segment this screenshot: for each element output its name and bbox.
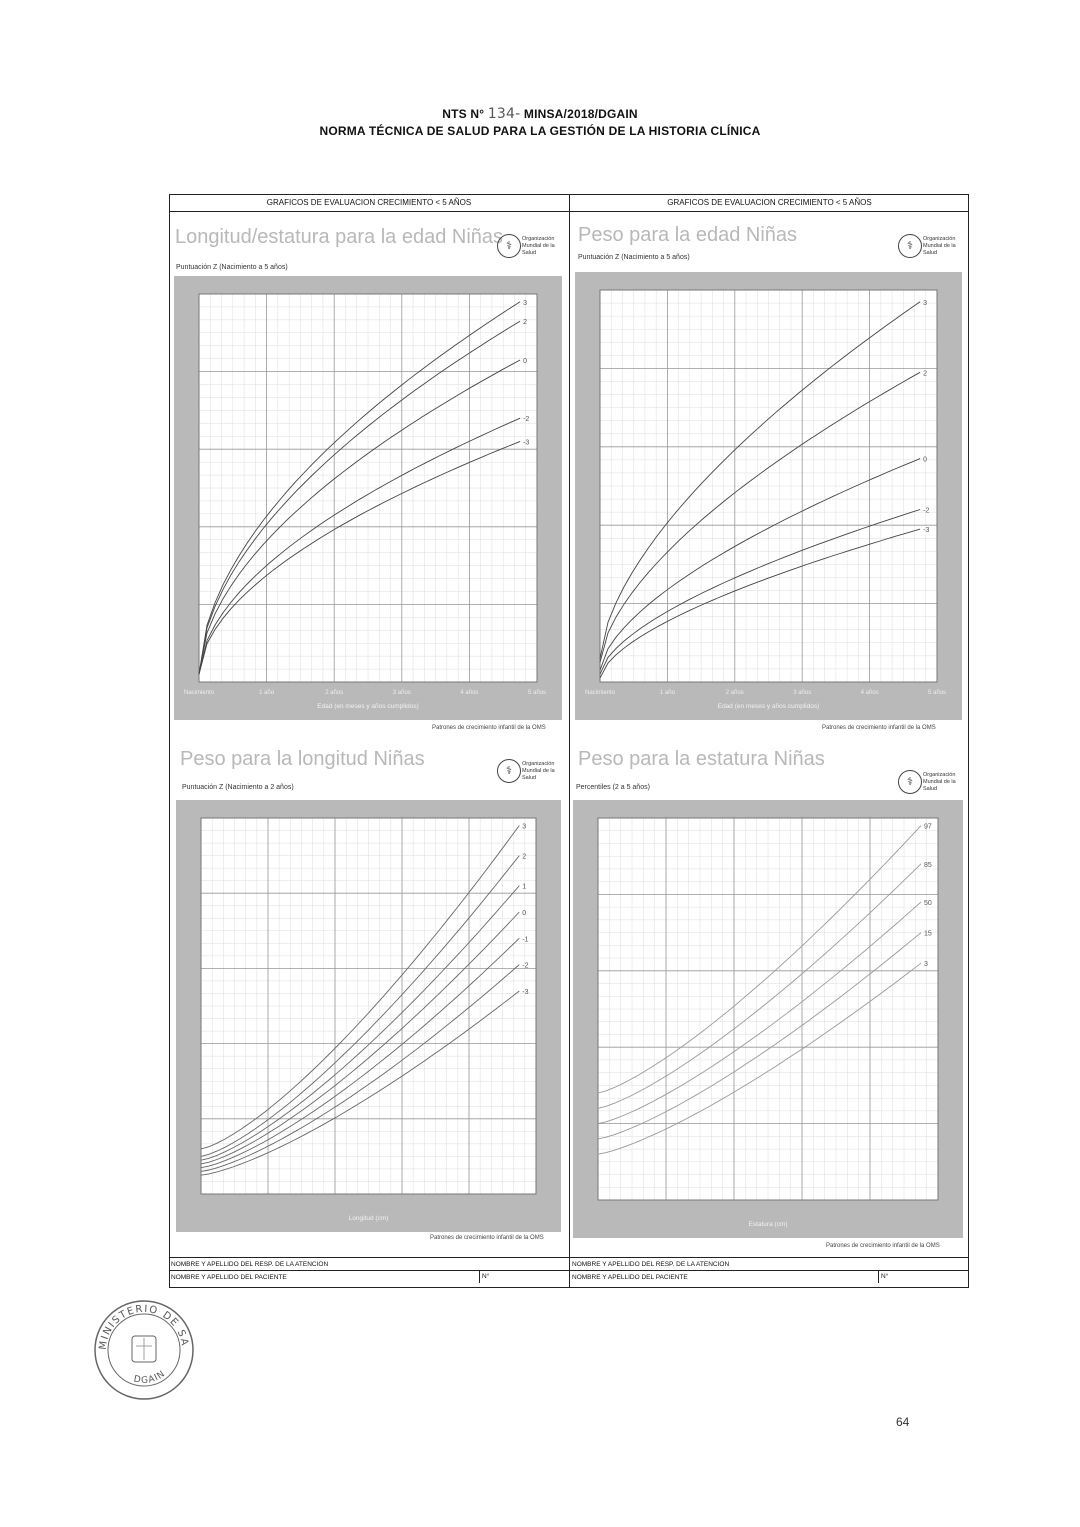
panel-subtitle-weight-height: Percentiles (2 a 5 años) <box>576 784 650 791</box>
who-logo: ⚕ Organización Mundial de la Salud <box>497 757 557 787</box>
curve-label: 50 <box>924 900 932 908</box>
seal-icon <box>92 1298 196 1402</box>
x-axis-label: Estatura (cm) <box>748 1221 788 1228</box>
who-logo: ⚕ Organización Mundial de la Salud <box>898 768 958 798</box>
curve-label: 3 <box>923 299 928 307</box>
page-number: 64 <box>896 1415 910 1429</box>
x-tick-label: 4 años <box>860 690 879 696</box>
chart-length-for-age <box>174 276 562 720</box>
x-axis-label: Edad (en meses y años cumplidos) <box>317 703 419 710</box>
column-heading-right: GRAFICOS DE EVALUACION CRECIMIENTO < 5 AÑOS <box>570 194 969 212</box>
panel-subtitle-weight-length: Puntuación Z (Nacimiento a 2 años) <box>182 784 294 791</box>
panel-title-length-age: Longitud/estatura para la edad Niñas <box>175 226 504 248</box>
x-tick-label: 4 años <box>460 690 479 696</box>
who-emblem-icon: ⚕ <box>898 770 922 794</box>
x-axis-label: Edad (en meses y años cumplidos) <box>717 703 820 710</box>
who-logo: ⚕ Organización Mundial de la Salud <box>898 232 958 262</box>
curve-label: 3 <box>924 961 928 969</box>
curve-label: 3 <box>523 299 528 307</box>
column-divider <box>569 194 570 1288</box>
curve-label: 0 <box>522 910 527 917</box>
curve-label: 1 <box>522 883 527 891</box>
responsible-field-right[interactable]: NOMBRE Y APELLIDO DEL RESP. DE LA ATENCION <box>570 1257 969 1270</box>
code-prefix: NTS N° <box>442 107 485 121</box>
x-tick-label: Nacimiento <box>584 690 616 696</box>
who-logo: ⚕ Organización Mundial de la Salud <box>497 232 557 262</box>
x-tick-label: 2 años <box>325 690 344 696</box>
number-field-right[interactable]: N° <box>878 1270 969 1283</box>
curve-label: 0 <box>923 456 928 464</box>
panel-title-weight-height: Peso para la estatura Niñas <box>578 748 825 770</box>
footnote-weight-age: Patrones de crecimiento infantil de la OMS <box>822 725 936 731</box>
curve-label: 2 <box>523 319 528 327</box>
patient-field-right[interactable]: NOMBRE Y APELLIDO DEL PACIENTE <box>570 1270 969 1283</box>
code-suffix: MINSA/2018/DGAIN <box>523 107 638 121</box>
panel-title-weight-age: Peso para la edad Niñas <box>578 224 798 246</box>
curve-label: -2 <box>522 962 529 970</box>
svg-text:MINISTERIO DE SALUD: MINISTERIO DE SA <box>97 1303 190 1351</box>
curve-label: -1 <box>522 936 529 944</box>
patient-field-left[interactable]: NOMBRE Y APELLIDO DEL PACIENTE <box>169 1270 569 1283</box>
curve-label: 15 <box>924 930 932 938</box>
curve-label: 0 <box>523 357 528 365</box>
x-axis-label: Longitud (cm) <box>348 1215 389 1222</box>
svg-text:DGAIN: DGAIN <box>132 1368 168 1386</box>
curve-label: -3 <box>923 527 930 535</box>
footnote-weight-length: Patrones de crecimiento infantil de la OMS <box>430 1235 544 1241</box>
who-emblem-icon: ⚕ <box>497 234 521 258</box>
chart-weight-for-age <box>575 272 962 720</box>
chart-weight-for-length <box>176 800 561 1232</box>
x-tick-label: 3 años <box>793 690 812 696</box>
x-tick-label: 2 años <box>725 690 744 696</box>
x-tick-label: Nacimiento <box>183 690 215 696</box>
number-field-left[interactable]: N° <box>479 1270 569 1283</box>
curve-label: -3 <box>523 439 530 447</box>
document-title: NORMA TÉCNICA DE SALUD PARA LA GESTIÓN DE LA HISTORIA CLÍNICA <box>319 124 761 138</box>
footnote-length-age: Patrones de crecimiento infantil de la OMS <box>432 725 546 731</box>
x-tick-label: 1 año <box>659 690 675 696</box>
x-tick-label: 5 años <box>527 690 547 696</box>
curve-label: 2 <box>923 370 928 378</box>
who-emblem-icon: ⚕ <box>497 759 521 783</box>
panel-title-weight-length: Peso para la longitud Niñas <box>180 748 425 770</box>
x-tick-label: 5 años <box>927 690 947 696</box>
column-heading-left: GRAFICOS DE EVALUACION CRECIMIENTO < 5 AÑOS <box>169 194 569 212</box>
panel-subtitle-length-age: Puntuación Z (Nacimiento a 5 años) <box>176 264 288 271</box>
chart-svg <box>573 800 963 1238</box>
curve-label: -2 <box>923 507 930 515</box>
curve-label: 85 <box>924 861 932 869</box>
curve-label: 97 <box>924 823 932 831</box>
chart-svg <box>176 800 561 1232</box>
document-code <box>0 106 1080 122</box>
x-tick-label: 1 año <box>259 690 275 696</box>
chart-svg <box>575 272 962 720</box>
ministry-seal <box>92 1298 196 1407</box>
responsible-field-left[interactable]: NOMBRE Y APELLIDO DEL RESP. DE LA ATENCION <box>169 1257 569 1270</box>
who-emblem-icon: ⚕ <box>898 234 922 258</box>
curve-label: 2 <box>522 853 527 861</box>
handwritten-number: 134- <box>487 106 521 122</box>
footnote-weight-height: Patrones de crecimiento infantil de la OMS <box>826 1243 940 1249</box>
curve-label: -2 <box>523 416 530 424</box>
curve-label: -3 <box>522 988 529 996</box>
chart-svg <box>174 276 562 720</box>
curve-label: 3 <box>522 823 527 831</box>
panel-subtitle-weight-age: Puntuación Z (Nacimiento a 5 años) <box>578 254 690 261</box>
x-tick-label: 3 años <box>392 690 411 696</box>
chart-weight-for-height <box>573 800 963 1238</box>
